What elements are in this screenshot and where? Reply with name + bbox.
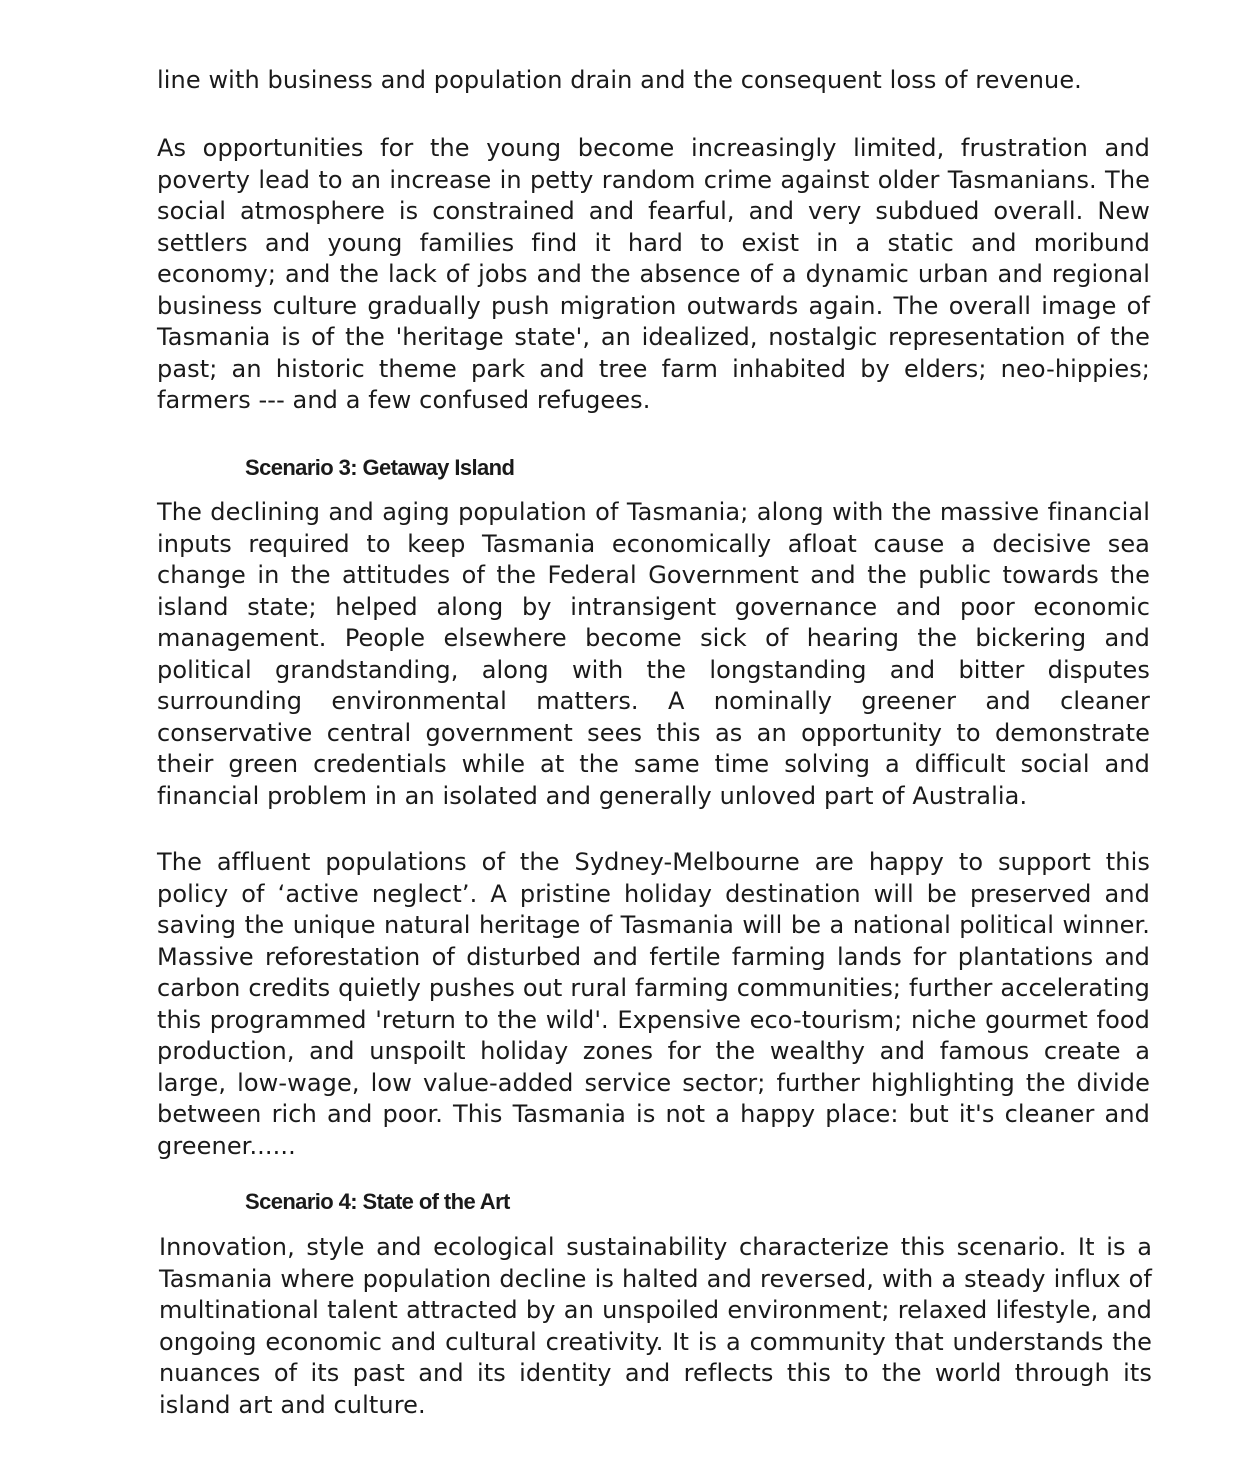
paragraph-heritage-state: As opportunities for the young become increasingly limited, frustration and poverty lead to an increase in petty random crime against older Tasmanians. The social atmosphere is constrained and fearful, and very subdued overall. New settlers and young families find it hard to exist in a static and moribund economy; and the lack of jobs and the absence of a dynamic urban and regional business culture gradually push migration outwards again. The overall image of Tasmania is of the 'heritage state', an idealized, nostalgic representation of the past; an historic theme park and tree farm inhabited by elders; neo-hippies; farmers --- and a few confused refugees. (157, 134, 1150, 414)
paragraph-getaway-island: The declining and aging population of Tasmania; along with the massive financial inputs required to keep Tasmania economically afloat cause a decisive sea change in the attitudes of the Federal Government and the public towards the island state; helped along by intransigent governance and poor economic management. People elsewhere become sick of hearing the bickering and political grandstanding, along with the longstanding and bitter disputes surrounding environmental matters. A nominally greener and cleaner conservative central government sees this as an opportunity to demonstrate their green credentials while at the same time solving a difficult social and financial problem in an isolated and generally unloved part of Australia. (157, 498, 1150, 810)
scenario-3-heading: Scenario 3: Getaway Island (245, 455, 515, 480)
paragraph-continuation: line with business and population drain and the consequent loss of revenue. (157, 66, 1082, 94)
scenario-4-heading: Scenario 4: State of the Art (245, 1189, 510, 1214)
paragraph-state-of-the-art: Innovation, style and ecological sustainability characterize this scenario. It is a Tasmania where population decline is halted and reversed, with a steady influx of multinational talent attracted by an unspoiled environment; relaxed lifestyle, and ongoing economic and cultural creativity. It is a community that understands the nuances of its past and its identity and reflects this to the world through its island art and culture. (159, 1233, 1152, 1419)
paragraph-active-neglect: The affluent populations of the Sydney-Melbourne are happy to support this policy of ‘active neglect’. A pristine holiday destination will be preserved and saving the unique natural heritage of Tasmania will be a national political winner. Massive reforestation of disturbed and fertile farming lands for plantations and carbon credits quietly pushes out rural farming communities; further accelerating this programmed 'return to the wild'. Expensive eco-tourism; niche gourmet food production, and unspoilt holiday zones for the wealthy and famous create a large, low-wage, low value-added service sector; further highlighting the divide between rich and poor. This Tasmania is not a happy place: but it's cleaner and greener...... (157, 848, 1150, 1160)
